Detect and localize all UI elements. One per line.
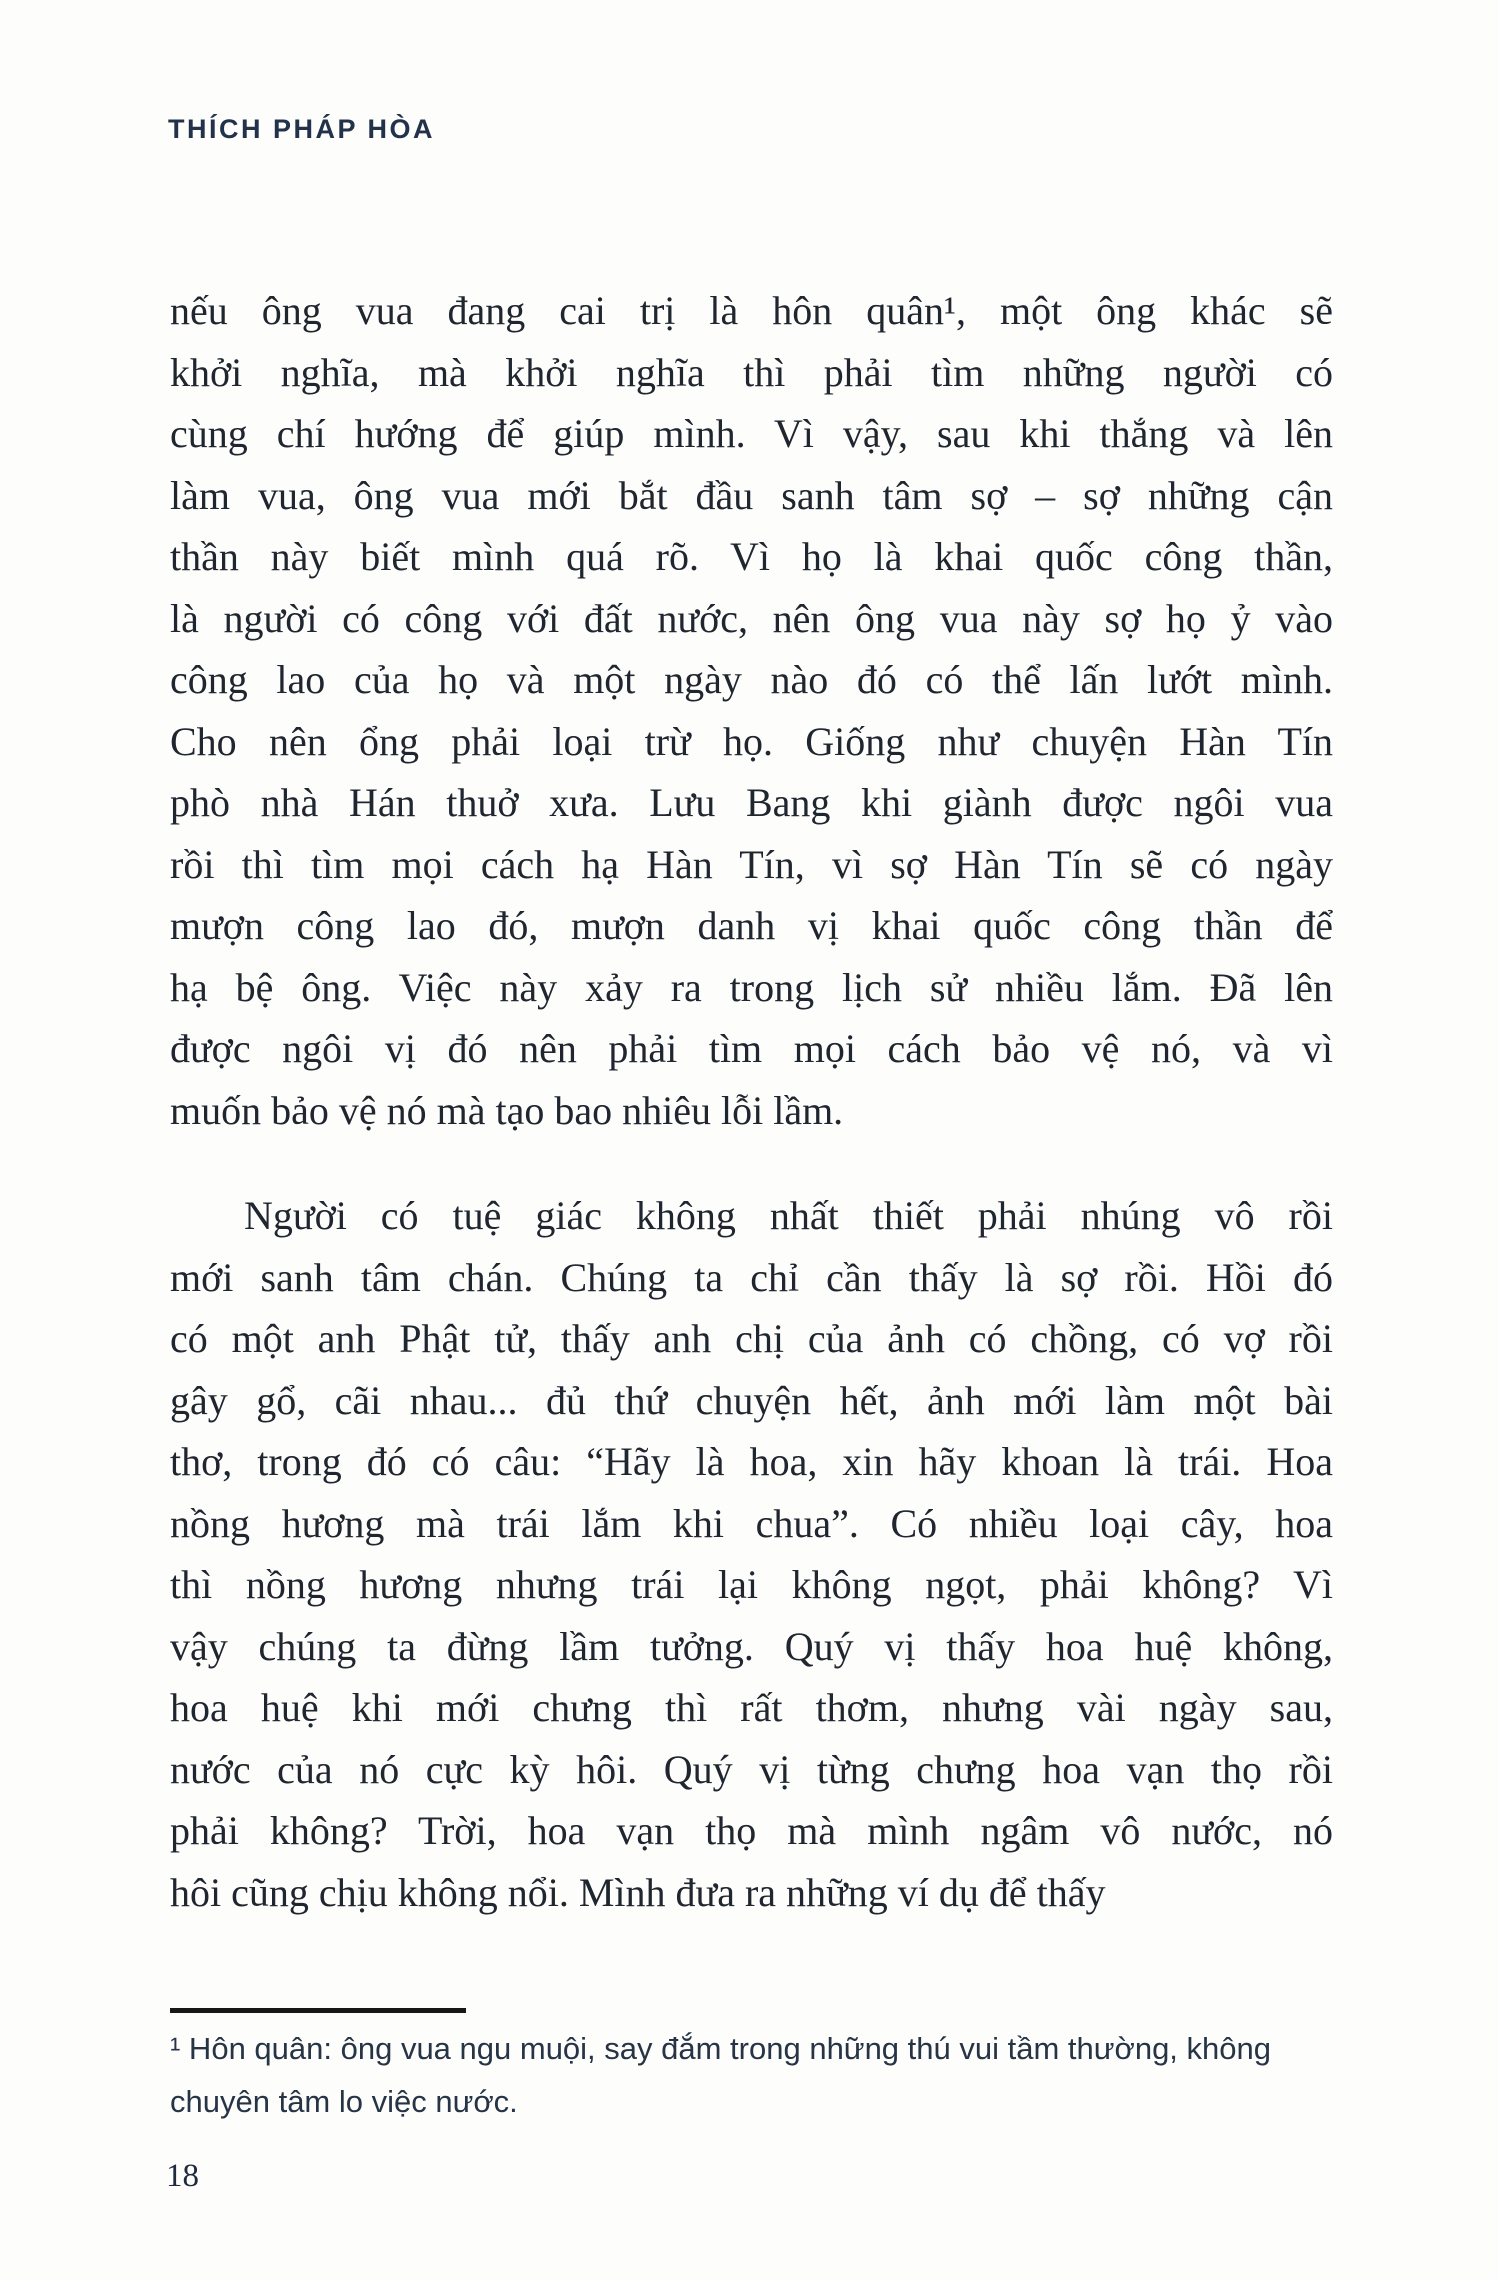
body-line: Người có tuệ giác không nhất thiết phải nhúng vô rồi (244, 1193, 1333, 1238)
body-line: nếu ông vua đang cai trị là hôn quân¹, một ông khác sẽ (170, 288, 1333, 333)
body-line: cùng chí hướng để giúp mình. Vì vậy, sau khi thắng và lên (170, 411, 1333, 456)
footnote (170, 2022, 1370, 2128)
body-line: muốn bảo vệ nó mà tạo bao nhiêu lỗi lầm. (170, 1087, 844, 1133)
paragraph-1 (170, 280, 1333, 1141)
body-line: thần này biết mình quá rõ. Vì họ là khai quốc công thần, (170, 534, 1333, 579)
body-line: rồi thì tìm mọi cách hạ Hàn Tín, vì sợ Hàn Tín sẽ có ngày (170, 841, 1333, 887)
body-line: thì nồng hương nhưng trái lại không ngọt, phải không? Vì (170, 1562, 1333, 1607)
body-line: mới sanh tâm chán. Chúng ta chỉ cần thấy là sợ rồi. Hồi đó (170, 1254, 1333, 1300)
body-line: Cho nên ổng phải loại trừ họ. Giống như chuyện Hàn Tín (170, 718, 1333, 764)
page-number: 18 (166, 2158, 199, 2194)
running-header: THÍCH PHÁP HÒA (168, 114, 436, 144)
footnote-line: ¹ Hôn quân: ông vua ngu muội, say đắm trong những thú vui tầm thường, không (170, 2031, 1271, 2066)
body-line: làm vua, ông vua mới bắt đầu sanh tâm sợ – sợ những cận (170, 472, 1333, 518)
body-line: thơ, trong đó có câu: “Hãy là hoa, xin hãy khoan là trái. Hoa (170, 1439, 1333, 1484)
body-line: khởi nghĩa, mà khởi nghĩa thì phải tìm những người có (170, 349, 1333, 395)
body-line: nồng hương mà trái lắm khi chua”. Có nhiều loại cây, hoa (170, 1500, 1333, 1546)
body-line: hôi cũng chịu không nổi. Mình đưa ra những ví dụ để thấy (170, 1869, 1106, 1915)
body-line: có một anh Phật tử, thấy anh chị của ảnh có chồng, có vợ rồi (170, 1316, 1333, 1361)
body-line: công lao của họ và một ngày nào đó có thể lấn lướt mình. (170, 657, 1333, 702)
body-line: vậy chúng ta đừng lầm tưởng. Quý vị thấy hoa huệ không, (170, 1623, 1333, 1669)
body-text (170, 280, 1333, 1923)
footnote-line: chuyên tâm lo việc nước. (170, 2084, 518, 2119)
body-line: được ngôi vị đó nên phải tìm mọi cách bảo vệ nó, và vì (170, 1026, 1333, 1071)
body-line: hoa huệ khi mới chưng thì rất thơm, nhưng vài ngày sau, (170, 1685, 1333, 1730)
body-line: nước của nó cực kỳ hôi. Quý vị từng chưng hoa vạn thọ rồi (170, 1746, 1333, 1792)
body-line: mượn công lao đó, mượn danh vị khai quốc công thần để (170, 903, 1333, 948)
body-line: hạ bệ ông. Việc này xảy ra trong lịch sử nhiều lắm. Đã lên (170, 964, 1333, 1010)
paragraph-2 (170, 1185, 1333, 1923)
body-line: phò nhà Hán thuở xưa. Lưu Bang khi giành được ngôi vua (170, 780, 1333, 825)
footnote-divider (170, 2008, 466, 2013)
body-line: gây gổ, cãi nhau... đủ thứ chuyện hết, ảnh mới làm một bài (170, 1377, 1333, 1423)
body-line: phải không? Trời, hoa vạn thọ mà mình ngâm vô nước, nó (170, 1808, 1333, 1853)
body-line: là người có công với đất nước, nên ông vua này sợ họ ỷ vào (170, 595, 1333, 641)
